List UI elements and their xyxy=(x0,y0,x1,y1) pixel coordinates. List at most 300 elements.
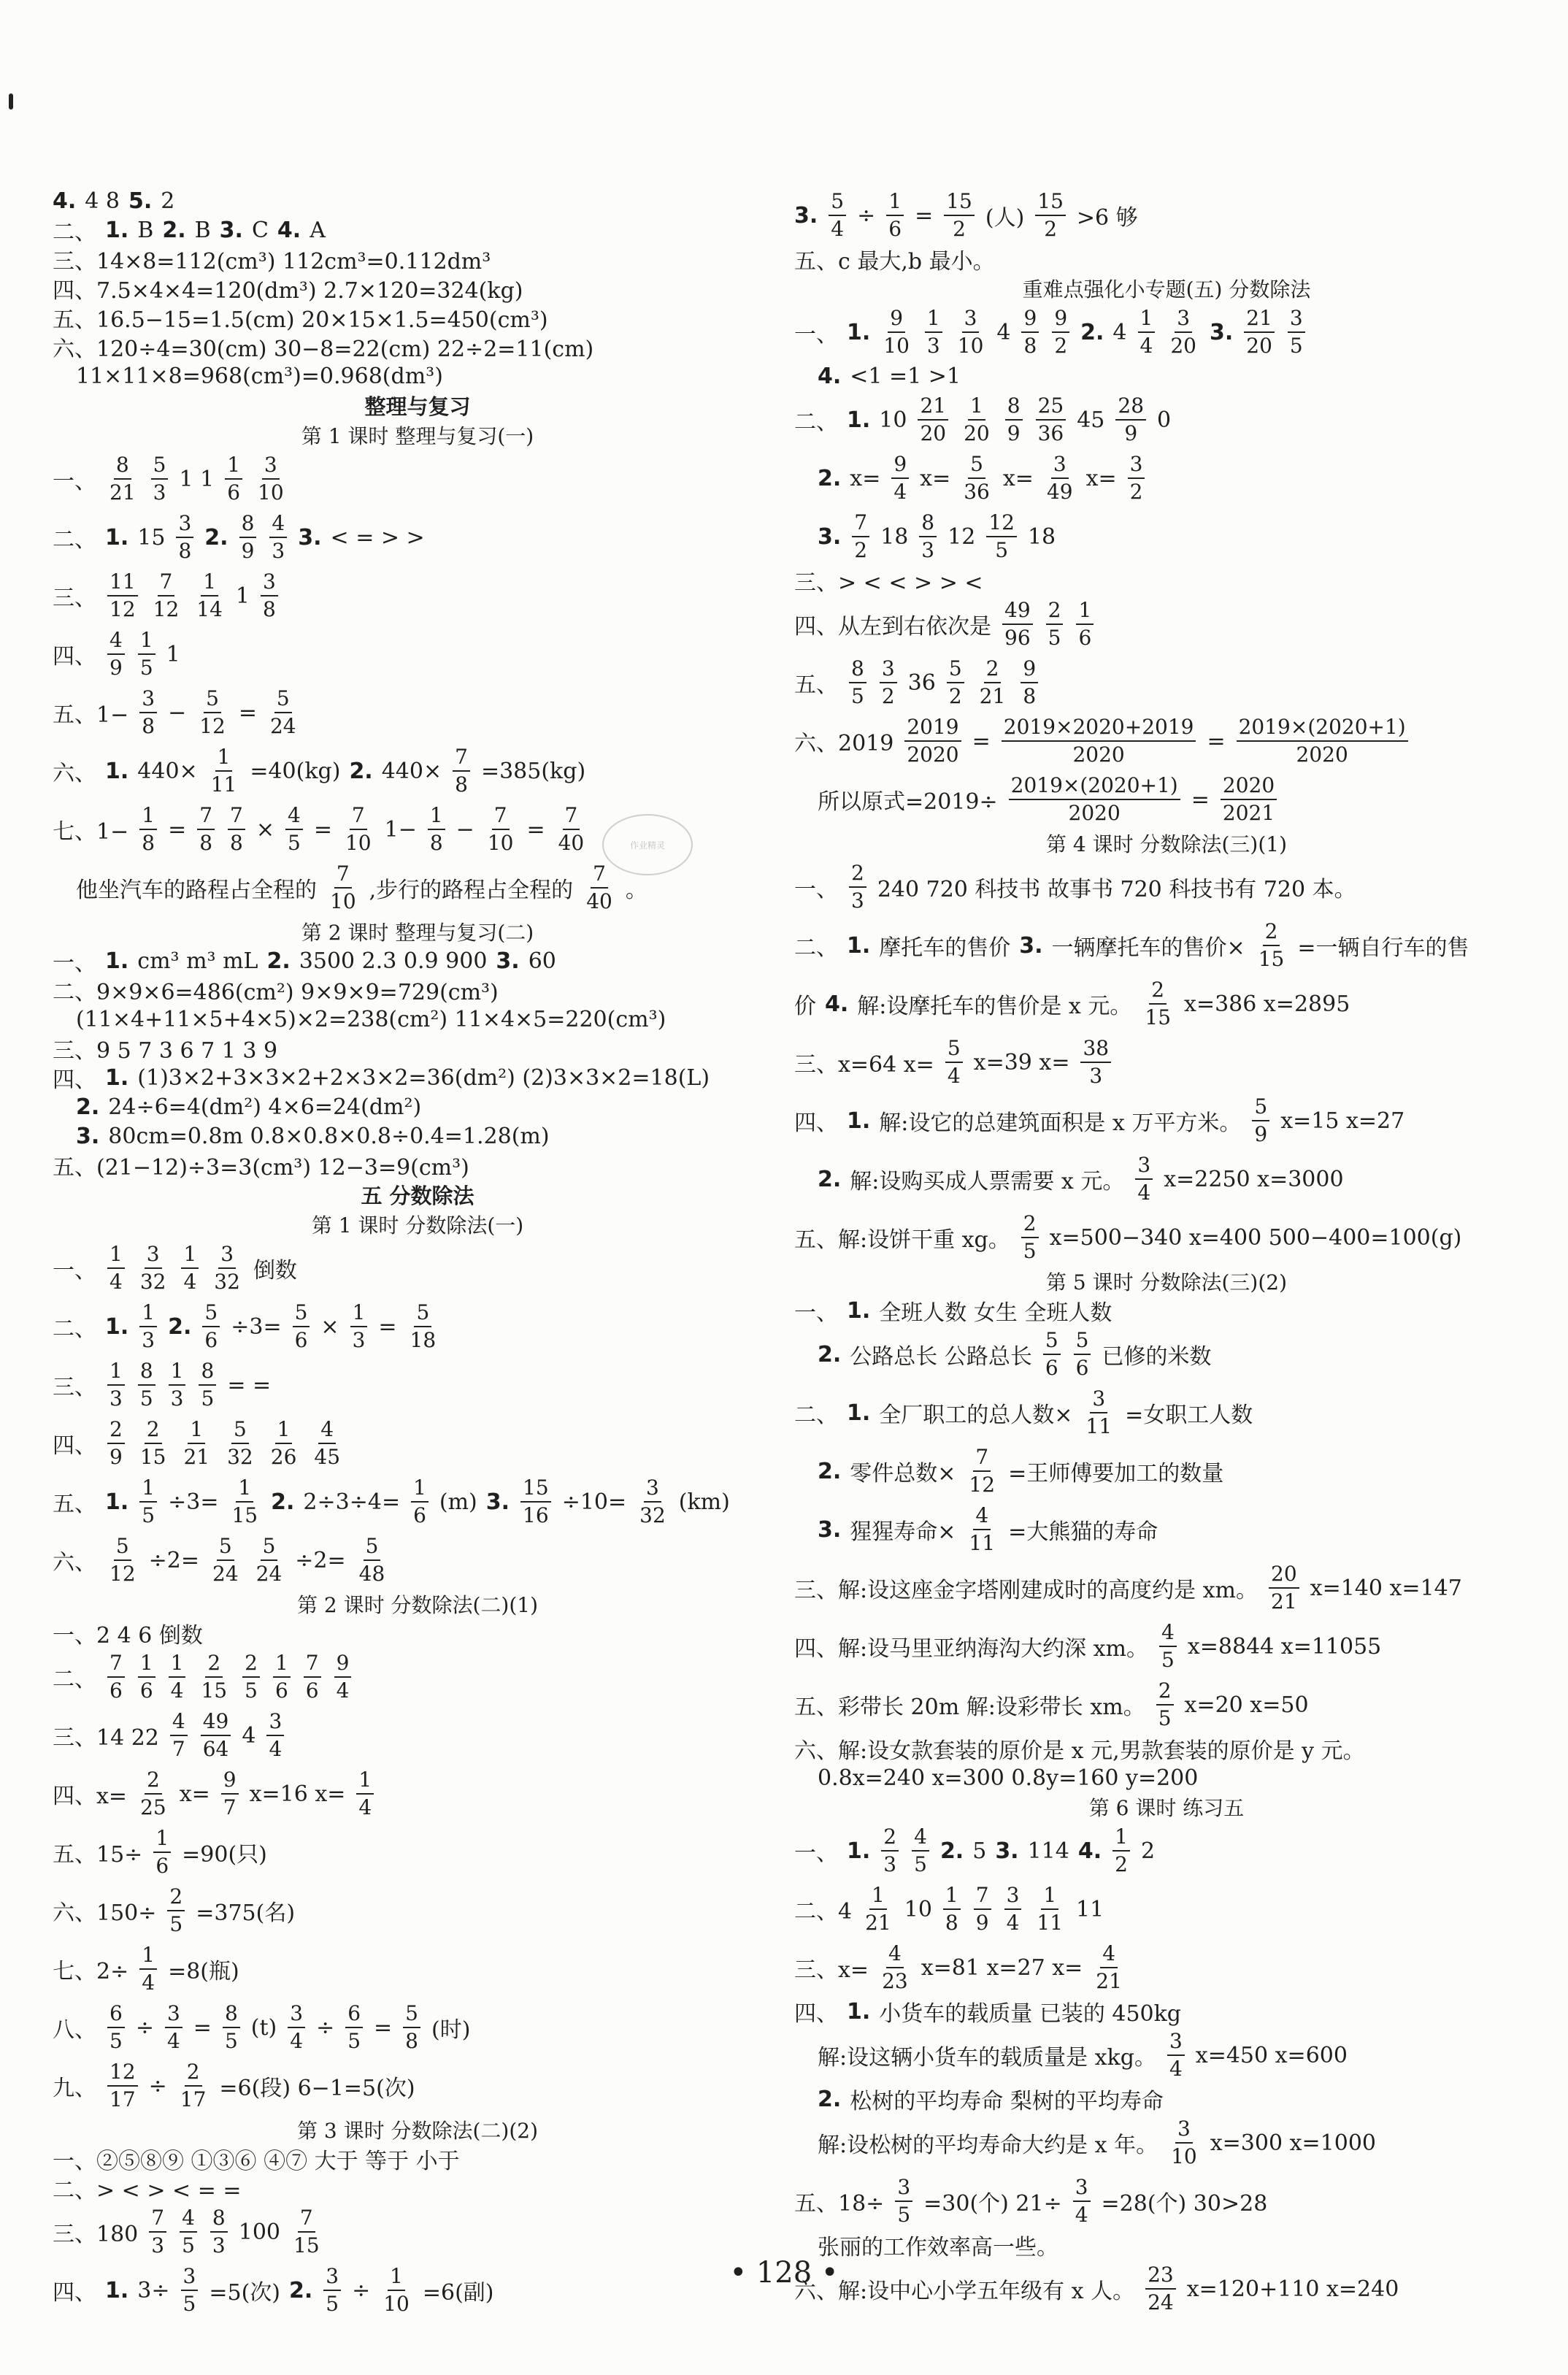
numerator: 4 xyxy=(180,2208,197,2233)
denominator: 10 xyxy=(330,889,356,913)
fraction xyxy=(881,308,912,356)
numerator: 7 xyxy=(974,1885,991,1910)
denominator: 4 xyxy=(166,2029,180,2053)
numerator: 5 xyxy=(217,1536,234,1561)
answer-line xyxy=(794,1880,1539,1938)
numerator: 3 xyxy=(266,1711,284,1736)
numerator: 2 xyxy=(242,1653,260,1678)
fraction xyxy=(304,1653,321,1701)
lesson-heading xyxy=(794,829,1539,858)
numerator: 5 xyxy=(414,1302,431,1327)
answer-text: 一、②⑤⑧⑨ ①③⑥ ④⑦ 大于 等于 小于 xyxy=(53,2149,460,2174)
question-number: 3. xyxy=(496,948,520,974)
question-number: 4. xyxy=(277,217,301,243)
fraction xyxy=(266,1711,284,1760)
numerator: 1 xyxy=(925,308,942,333)
numerator: 1 xyxy=(139,1945,157,1970)
answer-text: =90(只) xyxy=(182,1842,267,1868)
fraction xyxy=(239,513,257,561)
answer-line xyxy=(794,712,1539,770)
fraction xyxy=(138,1244,169,1292)
answer-text: 松树的平均寿命 梨树的平均寿命 xyxy=(850,2089,1164,2114)
answer-line xyxy=(794,1997,1539,2026)
numerator: 2 xyxy=(1263,921,1280,946)
fraction xyxy=(1244,308,1275,356)
denominator: 6 xyxy=(1075,1356,1089,1380)
answer-text: 3500 2.3 0.9 900 xyxy=(299,948,488,974)
answer-line xyxy=(794,2026,1539,2084)
numerator: 2 xyxy=(1046,600,1064,625)
numerator: 1 xyxy=(1138,308,1156,333)
answer-line xyxy=(794,391,1539,449)
fraction xyxy=(138,1419,169,1467)
denominator: 4 xyxy=(1006,1911,1020,1935)
numerator: 3 xyxy=(880,659,897,683)
question-number: 5. xyxy=(128,188,153,214)
denominator: 4 xyxy=(1169,2057,1183,2081)
answer-line xyxy=(53,1356,783,1414)
answer-line xyxy=(53,1297,783,1356)
answer-text: (1)3×2+3×3×2+2×3×2=36(dm²) (2)3×3×2=18(L) xyxy=(137,1064,710,1091)
answer-text: 整理与复习 xyxy=(364,394,471,419)
answer-line xyxy=(53,1648,783,1706)
denominator: 5 xyxy=(1158,1706,1172,1730)
fraction xyxy=(485,805,516,853)
numerator: 1 xyxy=(201,572,218,596)
answer-text: B xyxy=(137,217,154,243)
answer-text: x=2250 x=3000 xyxy=(1164,1166,1344,1192)
question-number: 3. xyxy=(219,217,243,243)
answer-line xyxy=(794,1091,1539,1150)
numerator: 1 xyxy=(107,1361,125,1386)
answer-text: 一辆摩托车的售价× xyxy=(1051,935,1245,961)
numerator: 49 xyxy=(201,1711,231,1736)
question-number: 2. xyxy=(818,1458,842,1484)
fraction xyxy=(403,2003,420,2052)
denominator: 4 xyxy=(170,1678,184,1703)
answer-text: 二、 xyxy=(794,935,838,961)
denominator: 3 xyxy=(212,2233,226,2257)
numerator: 5 xyxy=(261,1536,278,1561)
fraction xyxy=(210,1536,241,1584)
answer-text: A xyxy=(310,217,326,243)
answer-text: 第 5 课时 分数除法(三)(2) xyxy=(1045,1270,1288,1294)
answer-text: = xyxy=(378,1313,397,1340)
answer-text: (时) xyxy=(431,2017,471,2043)
answer-line xyxy=(53,245,783,274)
numerator: 1 xyxy=(943,1885,961,1910)
answer-text: 440× xyxy=(137,758,198,784)
denominator: 12 xyxy=(969,1473,996,1497)
denominator: 45 xyxy=(314,1445,341,1469)
answer-text: 全班人数 女生 全班人数 xyxy=(879,1300,1112,1326)
numerator: 1 xyxy=(869,1885,887,1910)
answer-text: 小货车的载质量 已装的 450kg xyxy=(879,2001,1181,2027)
answer-line xyxy=(53,2144,783,2173)
answer-line xyxy=(794,595,1539,653)
answer-text: x=20 x=50 xyxy=(1184,1692,1309,1718)
denominator: 15 xyxy=(1145,1005,1172,1029)
numerator: 2019×(2020+1) xyxy=(1009,775,1180,800)
question-number: 1. xyxy=(105,2277,129,2303)
answer-line xyxy=(53,742,783,800)
section-heading xyxy=(53,1180,783,1210)
fraction xyxy=(210,2208,228,2256)
answer-text: 5 xyxy=(972,1838,987,1864)
fraction xyxy=(153,1828,171,1876)
answer-text: 六、 xyxy=(53,1550,96,1576)
answer-text: =5(次) xyxy=(209,2280,280,2306)
numerator: 15 xyxy=(520,1478,551,1503)
watermark-stamp: 作业精灵 xyxy=(602,814,693,875)
numerator: 3 xyxy=(176,513,193,538)
answer-text: − xyxy=(168,699,187,726)
answer-text: 五、(21−12)÷3=3(cm³) 12−3=9(cm³) xyxy=(53,1155,469,1181)
denominator: 2 xyxy=(948,684,962,708)
fraction xyxy=(107,630,125,678)
numerator: 7 xyxy=(852,513,869,537)
answer-line xyxy=(53,1619,783,1648)
denominator: 17 xyxy=(109,2087,136,2111)
answer-line xyxy=(53,1034,783,1063)
numerator: 8 xyxy=(919,513,937,537)
answer-text: 4 xyxy=(242,1722,256,1749)
fraction xyxy=(1252,1094,1269,1146)
answer-text: 11×11×8=968(cm³)=0.968(dm³) xyxy=(76,363,443,389)
fraction xyxy=(1237,717,1408,765)
fraction xyxy=(1005,396,1023,444)
answer-text: 一、 xyxy=(794,1300,838,1326)
denominator: 2 xyxy=(1044,217,1058,241)
answer-line xyxy=(794,449,1539,507)
answer-text: 解:设松树的平均寿命大约是 x 年。 xyxy=(818,2133,1158,2158)
answer-line xyxy=(53,274,783,303)
answer-text: x=140 x=147 xyxy=(1310,1575,1462,1601)
denominator: 9 xyxy=(1124,421,1138,445)
fraction xyxy=(925,308,942,356)
answer-text: = xyxy=(1207,728,1226,754)
denominator: 8 xyxy=(429,831,443,855)
question-number: 2. xyxy=(271,1489,295,1515)
denominator: 11 xyxy=(210,772,237,797)
answer-text: x=386 x=2895 xyxy=(1184,991,1350,1017)
fraction xyxy=(293,1302,310,1351)
answer-text: − xyxy=(456,816,474,843)
numerator: 3 xyxy=(261,572,278,596)
fraction xyxy=(1009,775,1180,824)
answer-text: x= xyxy=(1085,465,1117,491)
fraction xyxy=(334,1653,352,1701)
question-number: 1. xyxy=(847,1998,871,2025)
numerator: 5 xyxy=(151,455,169,480)
numerator: 1 xyxy=(350,1302,368,1327)
fraction xyxy=(956,308,986,356)
question-number: 4. xyxy=(818,363,842,389)
fraction xyxy=(197,688,228,737)
answer-text: ÷3= xyxy=(168,1489,219,1515)
denominator: 2020 xyxy=(1068,801,1121,825)
answer-text: 一、 xyxy=(53,1258,96,1284)
denominator: 6 xyxy=(1045,1356,1058,1380)
answer-line xyxy=(794,361,1539,391)
denominator: 5 xyxy=(851,684,864,708)
denominator: 5 xyxy=(995,538,1009,562)
fraction xyxy=(1021,656,1038,708)
answer-text: 猩猩寿命× xyxy=(850,1519,956,1545)
question-number: 1. xyxy=(847,1108,871,1134)
numerator: 9 xyxy=(1052,308,1069,333)
answer-text: 36 xyxy=(907,669,936,696)
numerator: 4 xyxy=(318,1419,336,1444)
denominator: 10 xyxy=(883,334,910,358)
denominator: 5 xyxy=(326,2292,339,2316)
answer-line xyxy=(794,653,1539,712)
answer-text: 3÷ xyxy=(137,2277,170,2303)
fraction xyxy=(849,656,866,708)
lesson-heading xyxy=(794,1792,1539,1822)
denominator: 8 xyxy=(263,597,276,621)
fraction xyxy=(918,396,948,444)
fraction xyxy=(1076,600,1094,648)
denominator: 2021 xyxy=(1222,801,1275,825)
answer-text: 240 720 科技书 故事书 720 科技书有 720 本。 xyxy=(877,877,1356,902)
answer-line xyxy=(53,1005,783,1034)
question-number: 3. xyxy=(1209,319,1234,345)
fraction xyxy=(1035,191,1066,239)
answer-text: 45 xyxy=(1077,407,1105,433)
answer-line xyxy=(53,303,783,332)
numerator: 5 xyxy=(945,1038,963,1063)
section-heading xyxy=(53,391,783,421)
denominator: 15 xyxy=(231,1503,258,1527)
fraction xyxy=(1034,1885,1065,1933)
denominator: 6 xyxy=(413,1503,426,1527)
denominator: 15 xyxy=(1258,947,1285,971)
fraction xyxy=(178,2062,209,2110)
answer-text: x=120+110 x=240 xyxy=(1186,2276,1399,2302)
answer-text: (t) xyxy=(250,2014,277,2041)
numerator: 5 xyxy=(403,2003,420,2028)
answer-text: ,步行的路程占全程的 xyxy=(369,878,574,903)
fraction xyxy=(107,2003,125,2052)
answer-text: 三、x= xyxy=(794,1957,869,1983)
denominator: 5 xyxy=(169,1912,183,1936)
numerator: 1 xyxy=(236,1478,253,1503)
numerator: 2 xyxy=(145,1770,162,1795)
numerator: 2019×(2020+1) xyxy=(1237,717,1408,742)
numerator: 9 xyxy=(221,1770,239,1795)
fraction xyxy=(891,454,909,502)
denominator: 4 xyxy=(358,1795,372,1819)
fraction xyxy=(1002,600,1033,648)
answer-text: < = > > xyxy=(330,524,425,550)
numerator: 11 xyxy=(107,572,138,596)
answer-text: <1 =1 >1 xyxy=(850,363,961,389)
answer-line xyxy=(794,1938,1539,1997)
denominator: 36 xyxy=(964,480,990,504)
fraction xyxy=(453,747,470,795)
numerator: 4 xyxy=(1100,1944,1118,1968)
fraction xyxy=(197,805,215,853)
answer-text: 四、从左到右依次是 xyxy=(794,614,991,640)
denominator: 10 xyxy=(258,480,284,504)
numerator: 5 xyxy=(202,1302,220,1327)
fraction xyxy=(221,1770,239,1818)
denominator: 8 xyxy=(1023,334,1037,358)
numerator: 3 xyxy=(1090,1389,1107,1413)
fraction xyxy=(1256,921,1287,970)
denominator: 5 xyxy=(288,831,301,855)
answer-text: ÷2= xyxy=(295,1547,346,1573)
denominator: 8 xyxy=(1023,684,1037,708)
fraction xyxy=(1073,2177,1091,2225)
denominator: 2020 xyxy=(1072,743,1125,767)
denominator: 14 xyxy=(196,597,223,621)
answer-text: 解:设它的总建筑面积是 x 万平方米。 xyxy=(879,1110,1242,1136)
answer-line xyxy=(53,1092,783,1121)
answer-text: 10 xyxy=(879,407,907,433)
answer-text: 五 分数除法 xyxy=(361,1183,474,1208)
fraction xyxy=(1115,396,1146,444)
denominator: 9 xyxy=(241,539,255,563)
denominator: 96 xyxy=(1004,626,1031,650)
answer-text: 第 3 课时 分数除法(二)(2) xyxy=(296,2119,539,2143)
question-number: 1. xyxy=(105,217,129,243)
numerator: 4 xyxy=(170,1711,188,1736)
denominator: 2 xyxy=(1115,1852,1128,1876)
answer-text: 三、9 5 7 3 6 7 1 3 9 xyxy=(53,1038,278,1064)
answer-line xyxy=(794,1442,1539,1500)
answer-line xyxy=(53,1823,783,1881)
denominator: 5 xyxy=(1048,626,1061,650)
numerator: 1 xyxy=(139,1478,157,1503)
numerator: 3 xyxy=(962,308,980,333)
denominator: 49 xyxy=(1046,480,1073,504)
numerator: 1 xyxy=(139,805,157,830)
denominator: 4 xyxy=(831,217,845,241)
denominator: 5 xyxy=(224,2029,238,2053)
numerator: 7 xyxy=(492,805,510,830)
fraction xyxy=(138,1770,169,1818)
answer-text: 一、 xyxy=(794,1841,838,1866)
fraction xyxy=(357,1536,388,1584)
numerator: 20 xyxy=(1269,1564,1299,1589)
fraction xyxy=(966,1447,997,1495)
numerator: 1 xyxy=(1041,1885,1058,1910)
denominator: 24 xyxy=(255,1562,283,1586)
numerator: 5 xyxy=(1252,1097,1269,1121)
denominator: 21 xyxy=(979,684,1006,708)
numerator: 8 xyxy=(239,513,257,538)
answer-line xyxy=(794,186,1539,245)
question-number: 1. xyxy=(847,932,871,959)
answer-text: 四、x= xyxy=(53,1784,128,1809)
lesson-heading xyxy=(794,274,1539,303)
question-number: 1. xyxy=(847,1838,871,1864)
denominator: 5 xyxy=(1289,334,1303,358)
denominator: 32 xyxy=(214,1270,240,1294)
answer-line xyxy=(53,683,783,742)
answer-line xyxy=(794,1150,1539,1208)
numerator: 3 xyxy=(1175,2119,1193,2144)
denominator: 24 xyxy=(1148,2290,1174,2314)
fraction xyxy=(1168,308,1199,356)
fraction xyxy=(880,656,897,708)
numerator: 1 xyxy=(968,396,985,421)
answer-line xyxy=(794,1208,1539,1267)
question-number: 2. xyxy=(818,1166,842,1192)
numerator: 3 xyxy=(895,2177,912,2202)
numerator: 1 xyxy=(388,2266,405,2291)
lesson-heading xyxy=(53,421,783,450)
answer-line xyxy=(794,916,1539,975)
answer-text: 四、7.5×4×4=120(dm³) 2.7×120=324(kg) xyxy=(53,278,523,304)
numerator: 1 xyxy=(356,1770,374,1795)
numerator: 21 xyxy=(1244,308,1275,333)
answer-line xyxy=(794,303,1539,361)
answer-text: 三、解:设这座金字塔刚建成时的高度约是 xm。 xyxy=(794,1578,1258,1603)
answer-text: = xyxy=(374,2014,393,2041)
fraction xyxy=(408,1302,439,1351)
fraction xyxy=(212,1244,242,1292)
numerator: 1 xyxy=(153,1828,171,1853)
question-number: 2. xyxy=(162,217,186,243)
fraction xyxy=(1142,980,1173,1028)
answer-text: 四、 xyxy=(53,1067,96,1093)
denominator: 5 xyxy=(182,2292,196,2316)
answer-text: =一辆自行车的售 xyxy=(1297,935,1469,961)
answer-text: 零件总数× xyxy=(850,1461,956,1486)
denominator: 5 xyxy=(897,2203,911,2227)
fraction xyxy=(138,630,155,678)
answer-text: 2÷3÷4= xyxy=(303,1489,401,1515)
answer-text: ÷10= xyxy=(561,1489,627,1515)
numerator: 7 xyxy=(453,747,470,772)
answer-text: 15 xyxy=(137,524,166,550)
fraction xyxy=(223,2003,240,2052)
fraction xyxy=(199,1653,229,1701)
answer-text: B xyxy=(194,217,211,243)
answer-text: 4 xyxy=(996,319,1011,345)
denominator: 32 xyxy=(639,1503,666,1527)
answer-text: 三、180 xyxy=(53,2222,139,2247)
answer-text: 三、 xyxy=(53,586,96,611)
denominator: 8 xyxy=(142,831,155,855)
denominator: 12 xyxy=(153,597,180,621)
answer-text: 张丽的工作效率高一些。 xyxy=(818,2235,1058,2260)
denominator: 8 xyxy=(945,1911,958,1935)
fraction xyxy=(584,864,615,912)
denominator: 11 xyxy=(1085,1414,1112,1438)
numerator: 4 xyxy=(1159,1622,1177,1647)
denominator: 21 xyxy=(109,480,136,504)
answer-text: 所以原式=2019÷ xyxy=(818,789,998,815)
answer-text: 一、 xyxy=(53,951,96,976)
answer-text: 1 1 xyxy=(179,466,215,492)
answer-text: × xyxy=(255,816,274,843)
fraction xyxy=(1045,454,1075,502)
denominator: 5 xyxy=(245,1678,258,1703)
numerator: 5 xyxy=(204,688,221,713)
denominator: 5 xyxy=(142,1503,155,1527)
answer-line xyxy=(794,1559,1539,1617)
denominator: 8 xyxy=(455,772,468,797)
fraction xyxy=(176,513,193,561)
fraction xyxy=(863,1885,893,1933)
question-number: 2. xyxy=(288,2277,313,2303)
denominator: 2020 xyxy=(1296,743,1348,767)
numerator: 1 xyxy=(188,1419,205,1444)
